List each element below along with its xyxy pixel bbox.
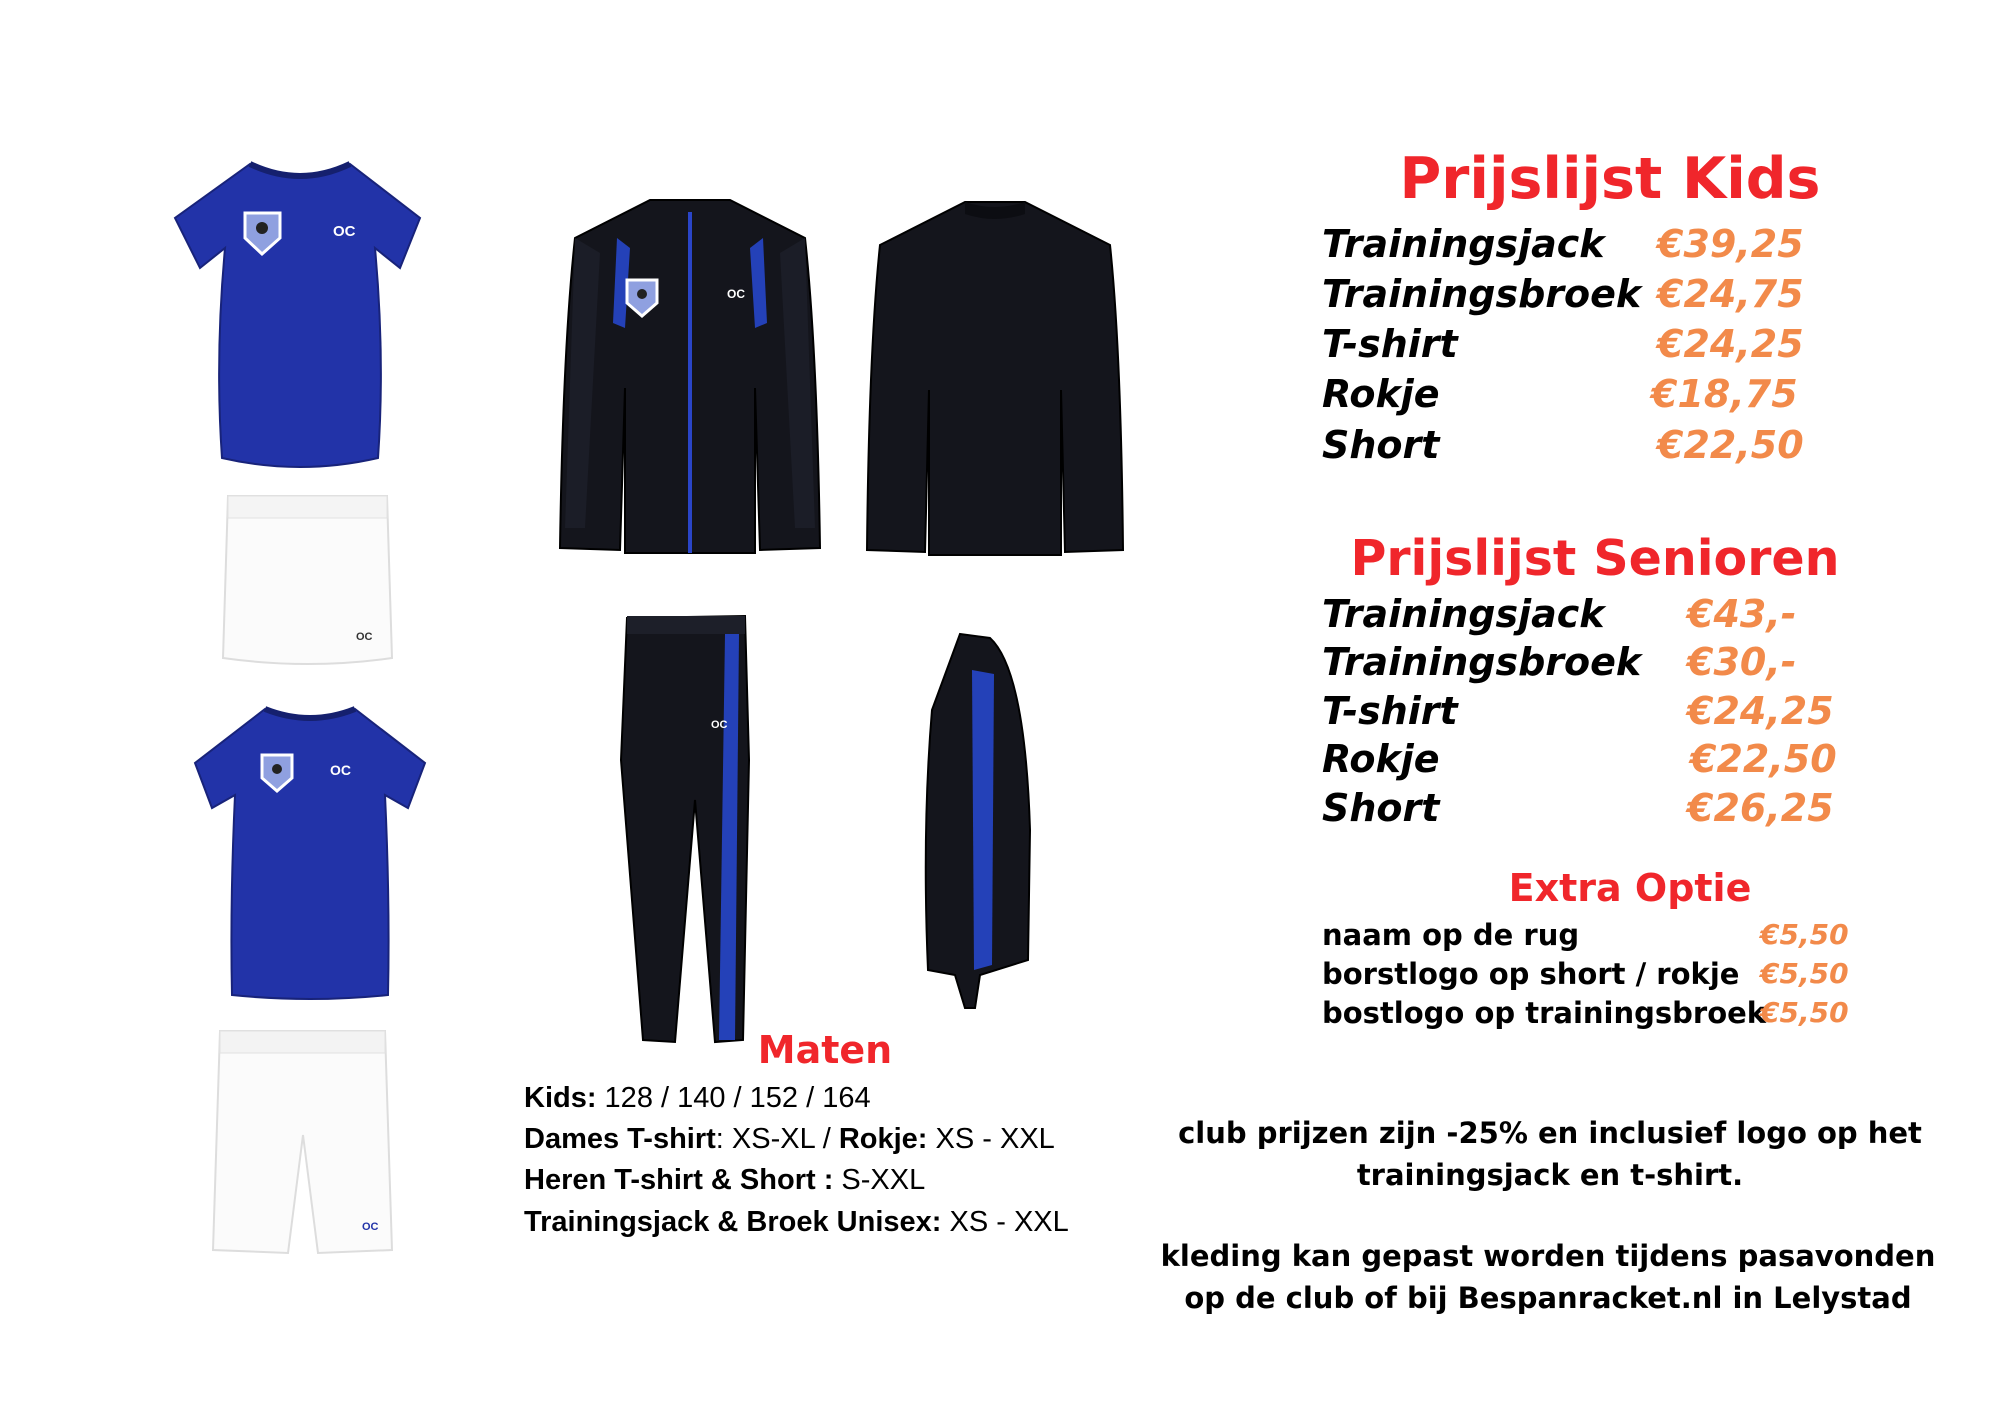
kids-item-trainingsbroek: Trainingsbroek <box>1322 272 1642 316</box>
brand-mark: OC <box>330 762 351 778</box>
brand-mark: OC <box>727 287 745 301</box>
extra-item-chest-logo-short: borstlogo op short / rokje <box>1322 957 1740 991</box>
seniors-price-tshirt: €24,25 <box>1687 689 1834 733</box>
fitting-note-line1: kleding kan gepast worden tijdens pasavonden <box>1160 1239 1936 1273</box>
kids-price-short: €22,50 <box>1657 423 1804 467</box>
sizes-training-label: Trainingsjack & Broek Unisex: <box>524 1206 942 1238</box>
sizes-training <box>524 1206 1069 1239</box>
white-shorts-image <box>210 1025 395 1260</box>
kids-price-tshirt: €24,25 <box>1657 322 1804 366</box>
seniors-price-trainingsjack: €43,- <box>1687 592 1797 636</box>
sizes-heren-value: S-XXL <box>833 1164 926 1196</box>
sizes-training-value: XS - XXL <box>941 1206 1069 1238</box>
sizes-kids-label: Kids: <box>524 1082 597 1114</box>
brand-mark: OC <box>362 1221 379 1233</box>
kids-item-trainingsjack: Trainingsjack <box>1322 222 1605 266</box>
seniors-price-rokje: €22,50 <box>1690 737 1837 781</box>
extra-price-chest-logo-short: €5,50 <box>1760 957 1849 990</box>
training-jacket-back-image <box>865 200 1125 565</box>
sizes-rokje-label: Rokje: <box>838 1123 928 1155</box>
brand-mark: OC <box>711 719 728 731</box>
seniors-item-short: Short <box>1322 786 1440 830</box>
sizes-rokje-value: XS - XXL <box>927 1123 1055 1155</box>
sizes-kids <box>524 1082 871 1115</box>
seniors-price-short: €26,25 <box>1687 786 1834 830</box>
extra-price-name-on-back: €5,50 <box>1760 918 1849 951</box>
seniors-item-trainingsjack: Trainingsjack <box>1322 592 1605 636</box>
womens-tshirt-image <box>170 158 430 478</box>
mens-tshirt-image <box>190 703 430 1003</box>
sizes-heren <box>524 1164 925 1197</box>
white-skort-image <box>220 490 395 670</box>
extra-item-name-on-back: naam op de rug <box>1322 918 1580 952</box>
extra-item-logo-trousers: bostlogo op trainingsbroek <box>1322 996 1767 1030</box>
training-jacket-side-image <box>920 630 1035 1010</box>
kids-item-rokje: Rokje <box>1322 372 1440 416</box>
sizes-heren-label: Heren T-shirt & Short : <box>524 1164 834 1196</box>
seniors-item-tshirt: T-shirt <box>1322 689 1458 733</box>
brand-mark: OC <box>356 631 373 643</box>
kids-price-trainingsjack: €39,25 <box>1657 222 1804 266</box>
sizes-dames-value: : XS-XL / <box>715 1123 839 1155</box>
training-trousers-image <box>615 610 755 1045</box>
sizes-title: Maten <box>757 1028 893 1072</box>
kids-price-rokje: €18,75 <box>1651 372 1798 416</box>
club-discount-note <box>1120 1112 1980 1196</box>
club-discount-note-line2: trainingsjack en t-shirt. <box>1356 1158 1744 1192</box>
kids-item-tshirt: T-shirt <box>1322 322 1458 366</box>
seniors-pricelist-title: Prijslijst Senioren <box>1350 530 1840 587</box>
training-jacket-front-image <box>555 198 825 563</box>
club-discount-note-line1: club prijzen zijn -25% en inclusief logo op het <box>1178 1116 1922 1150</box>
seniors-item-rokje: Rokje <box>1322 737 1440 781</box>
sizes-kids-value: 128 / 140 / 152 / 164 <box>596 1082 871 1114</box>
kids-price-trainingsbroek: €24,75 <box>1657 272 1804 316</box>
fitting-note <box>1118 1235 1978 1319</box>
brand-mark: OC <box>333 223 356 240</box>
extra-option-title: Extra Optie <box>1508 866 1752 910</box>
sizes-dames <box>524 1123 1055 1156</box>
seniors-price-trainingsbroek: €30,- <box>1687 640 1797 684</box>
fitting-note-line2: op de club of bij Bespanracket.nl in Lelystad <box>1184 1281 1912 1315</box>
kids-pricelist-title: Prijslijst Kids <box>1399 146 1821 212</box>
seniors-item-trainingsbroek: Trainingsbroek <box>1322 640 1642 684</box>
sizes-dames-label: Dames T-shirt <box>524 1123 716 1155</box>
kids-item-short: Short <box>1322 423 1440 467</box>
extra-price-logo-trousers: €5,50 <box>1760 996 1849 1029</box>
